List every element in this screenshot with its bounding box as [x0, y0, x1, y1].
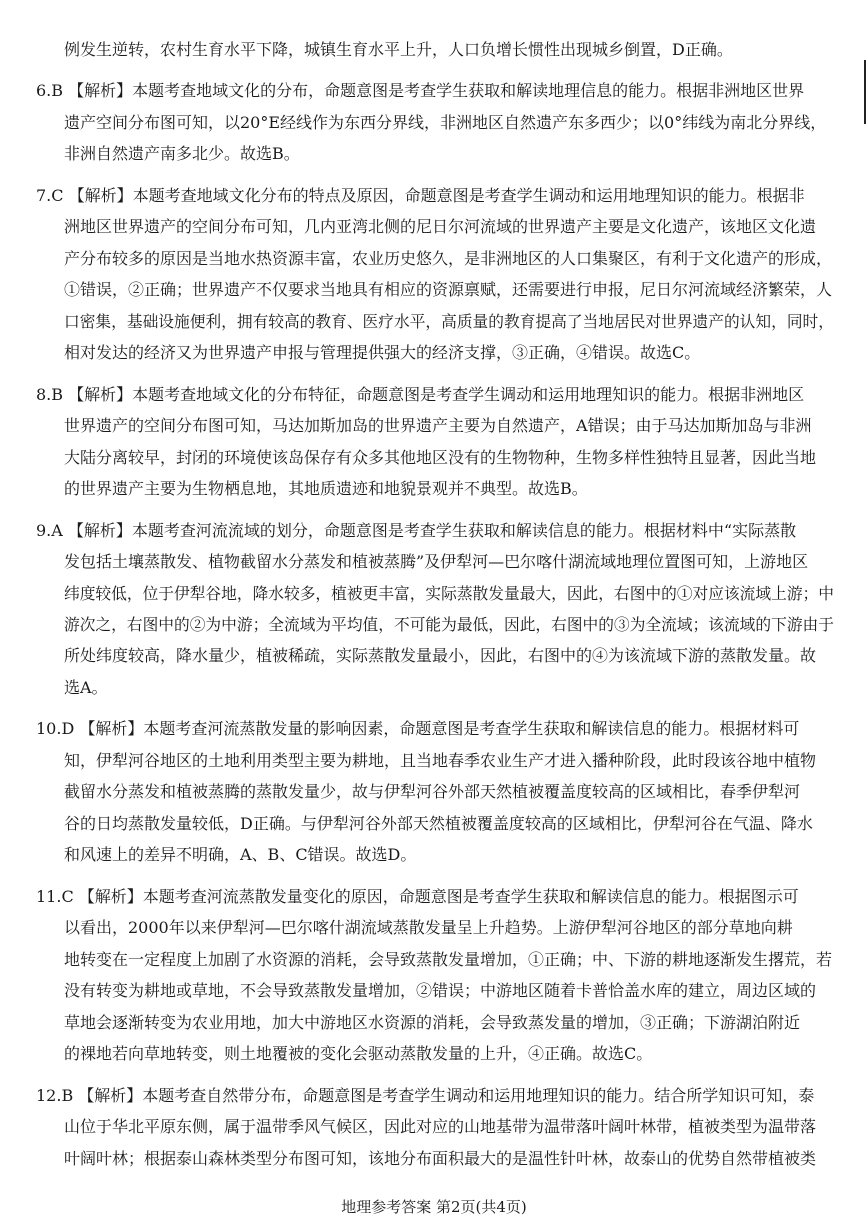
- text-line: 洲地区世界遗产的空间分布可知，几内亚湾北侧的尼日尔河流域的世界遗产主要是文化遗产，该地区文化遗: [64, 217, 817, 236]
- text-line: 的裸地若向草地转变，则土地覆被的变化会驱动蒸散发量的上升，④正确。故选C。: [64, 1044, 653, 1063]
- text-line: 非洲自然遗产南多北少。故选B。: [64, 144, 300, 163]
- page-edge-mark: [864, 60, 866, 124]
- text-line: 以看出，2000年以来伊犁河—巴尔喀什湖流域蒸散发量呈上升趋势。上游伊犁河谷地区的部分草地向耕: [64, 918, 793, 937]
- text-line: 纬度较低，位于伊犁谷地，降水较多，植被更丰富，实际蒸散发量最大，因此，右图中的①对应该流域上游；中: [64, 584, 834, 603]
- text-line: 发包括土壤蒸散发、植物截留水分蒸发和植被蒸腾”及伊犁河—巴尔喀什湖流域地理位置图可知，上游地区: [64, 552, 809, 571]
- text-line: 相对发达的经济又为世界遗产申报与管理提供强大的经济支撑，③正确，④错误。故选C。: [64, 343, 701, 362]
- text-line: 地转变在一定程度上加剧了水资源的消耗，会导致蒸散发量增加，①正确；中、下游的耕地逐渐发生撂荒，若: [64, 950, 833, 969]
- text-line: 的世界遗产主要为生物栖息地，其地质遗迹和地貌景观并不典型。故选B。: [64, 479, 588, 498]
- answer-heading-line: 11.C 【解析】本题考查河流蒸散发量变化的原因，命题意图是考查学生获取和解读信息的能力。根据图示可: [36, 887, 799, 906]
- text-line: ①错误，②正确；世界遗产不仅要求当地具有相应的资源禀赋，还需要进行申报，尼日尔河流域经济繁荣，人: [64, 280, 833, 299]
- text-line: 大陆分离较早，封闭的环境使该岛保存有众多其他地区没有的生物物种，生物多样性独特且显著，因此当地: [64, 448, 817, 467]
- text-line: 草地会逐渐转变为农业用地，加大中游地区水资源的消耗，会导致蒸发量的增加，③正确；下游湖泊附近: [64, 1013, 801, 1032]
- text-line: 没有转变为耕地或草地，不会导致蒸散发量增加，②错误；中游地区随着卡普恰盖水库的建立，周边区域的: [64, 981, 817, 1000]
- answer-heading-line: 6.B 【解析】本题考查地域文化的分布，命题意图是考查学生获取和解读地理信息的能力。根据非洲地区世界: [36, 81, 805, 100]
- text-line: 世界遗产的空间分布图可知，马达加斯加岛的世界遗产主要为自然遗产，A错误；由于马达加斯加岛与非洲: [64, 416, 812, 435]
- page-footer: 地理参考答案 第2页(共4页): [341, 1198, 527, 1216]
- answer-heading-line: 7.C 【解析】本题考查地域文化分布的特点及原因，命题意图是考查学生调动和运用地理知识的能力。根据非: [36, 186, 805, 205]
- text-line: 知，伊犁河谷地区的土地利用类型主要为耕地，且当地春季农业生产才进入播种阶段，此时段该谷地中植物: [64, 751, 817, 770]
- answer-heading-line: 12.B 【解析】本题考查自然带分布，命题意图是考查学生调动和运用地理知识的能力。结合所学知识可知，泰: [36, 1086, 815, 1105]
- text-line: 所处纬度较高，降水量少，植被稀疏，实际蒸散发量最小，因此，右图中的④为该流域下游的蒸散发量。故: [64, 646, 817, 665]
- text-line: 叶阔叶林；根据泰山森林类型分布图可知，该地分布面积最大的是温性针叶林，故泰山的优势自然带植被类: [64, 1149, 817, 1168]
- answer-heading-line: 10.D 【解析】本题考查河流蒸散发量的影响因素，命题意图是考查学生获取和解读信息的能力。根据材料可: [36, 719, 800, 738]
- text-line: 选A。: [64, 678, 108, 697]
- text-line: 山位于华北平原东侧，属于温带季风气候区，因此对应的山地基带为温带落叶阔叶林带，植被类型为温带落: [64, 1117, 817, 1136]
- text-line: 游次之，右图中的②为中游；全流域为平均值，不可能为最低，因此，右图中的③为全流域；该流域的下游由于: [64, 615, 834, 634]
- text-line: 例发生逆转，农村生育水平下降，城镇生育水平上升，人口负增长惯性出现城乡倒置，D正确。: [64, 40, 733, 59]
- text-line: 产分布较多的原因是当地水热资源丰富，农业历史悠久，是非洲地区的人口集聚区，有利于文化遗产的形成，: [64, 249, 833, 268]
- answer-heading-line: 8.B 【解析】本题考查地域文化的分布特征，命题意图是考查学生调动和运用地理知识的能力。根据非洲地区: [36, 385, 805, 404]
- text-line: 口密集，基础设施便利，拥有较高的教育、医疗水平，高质量的教育提高了当地居民对世界遗产的认知，同时，: [64, 312, 834, 331]
- text-line: 遗产空间分布图可知，以20°E经线作为东西分界线，非洲地区自然遗产东多西少；以0°纬线为南北分界线，: [64, 113, 827, 132]
- text-line: 谷的日均蒸散发量较低，D正确。与伊犁河谷外部天然植被覆盖度较高的区域相比，伊犁河谷在气温、降水: [64, 814, 813, 833]
- text-line: 和风速上的差异不明确，A、B、C错误。故选D。: [64, 845, 417, 864]
- text-line: 截留水分蒸发和植被蒸腾的蒸散发量少，故与伊犁河谷外部天然植被覆盖度较高的区域相比，春季伊犁河: [64, 782, 801, 801]
- answer-heading-line: 9.A 【解析】本题考查河流流域的划分，命题意图是考查学生获取和解读信息的能力。根据材料中“实际蒸散: [36, 521, 797, 540]
